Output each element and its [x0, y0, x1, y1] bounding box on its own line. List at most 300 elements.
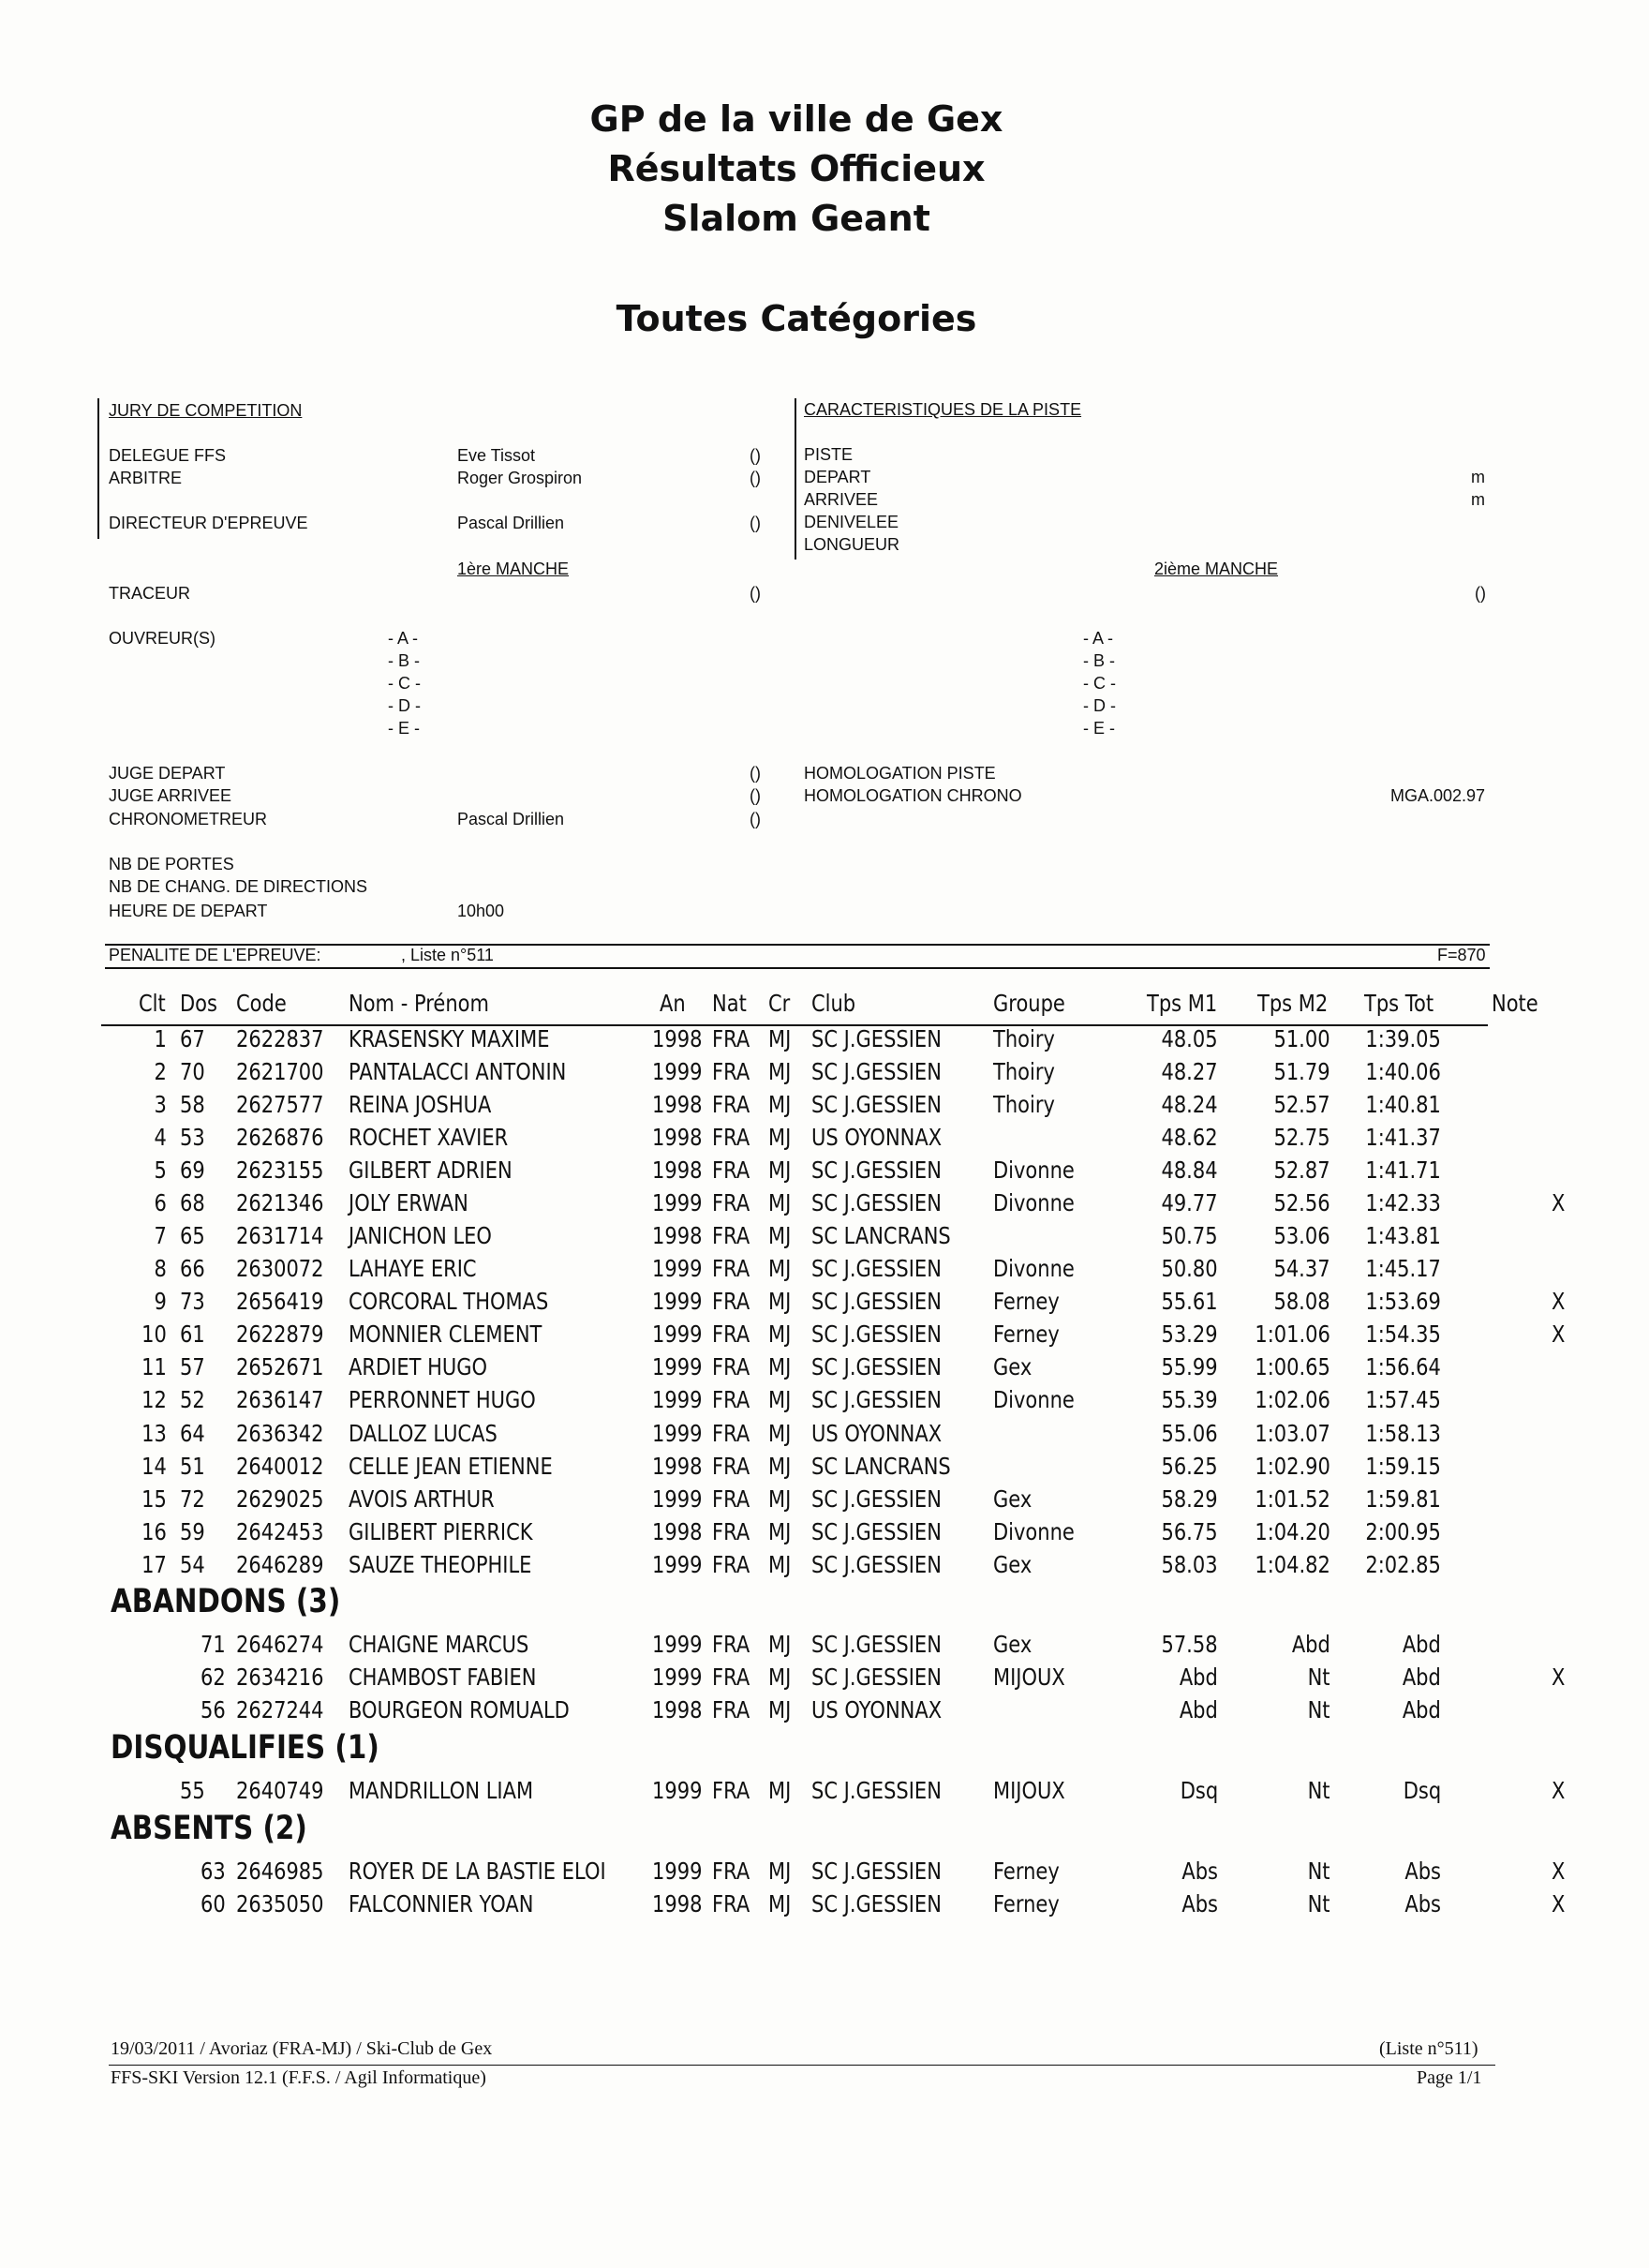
col-club: Club [811, 990, 856, 1017]
cell-cr: MJ [768, 1156, 792, 1184]
cell-club: SC J.GESSIEN [811, 1858, 942, 1885]
cell-an: 1999 [652, 1664, 703, 1691]
cell-m2: 1:02.90 [1255, 1453, 1330, 1480]
arbitre-label: ARBITRE [109, 469, 183, 487]
cell-clt: 9 [154, 1288, 167, 1315]
cell-nom: MONNIER CLEMENT [349, 1321, 542, 1348]
jury-divider [97, 398, 99, 539]
cell-m2: 54.37 [1273, 1255, 1330, 1282]
portes-label: NB DE PORTES [109, 855, 234, 873]
cell-m1: 48.27 [1161, 1058, 1218, 1085]
piste-divider [795, 398, 796, 560]
cell-nat: FRA [712, 1664, 750, 1691]
depart-unit: m [1471, 468, 1485, 486]
cell-tot: Dsq [1403, 1777, 1441, 1804]
cell-club: SC LANCRANS [811, 1222, 951, 1249]
col-nom: Nom - Prénom [349, 990, 489, 1017]
ouvreur-a-2: - A - [1083, 629, 1114, 648]
cell-m2: Abd [1291, 1631, 1330, 1658]
cell-nom: PANTALACCI ANTONIN [349, 1058, 567, 1085]
cell-tot: 1:41.37 [1365, 1124, 1441, 1151]
chrono-label: CHRONOMETREUR [109, 810, 267, 828]
cell-an: 1998 [652, 1124, 703, 1151]
cell-m2: 51.00 [1273, 1025, 1330, 1052]
delegue-paren: () [750, 446, 761, 465]
juge-arrivee-label: JUGE ARRIVEE [109, 786, 232, 805]
cell-clt: 11 [141, 1353, 167, 1380]
col-tps-m1: Tps M1 [1147, 990, 1218, 1017]
cell-clt: 17 [141, 1551, 167, 1578]
cell-cr: MJ [768, 1124, 792, 1151]
cell-note: X [1552, 1777, 1566, 1804]
cell-club: SC J.GESSIEN [811, 1156, 942, 1184]
cell-club: SC J.GESSIEN [811, 1551, 942, 1578]
cell-m2: Nt [1308, 1696, 1330, 1723]
cell-dos: 65 [180, 1222, 205, 1249]
cell-nat: FRA [712, 1288, 750, 1315]
cell-groupe: Gex [993, 1631, 1032, 1658]
cell-nat: FRA [712, 1222, 750, 1249]
delegue-label: DELEGUE FFS [109, 446, 227, 465]
penalite-liste: , Liste n°511 [401, 946, 494, 964]
cell-m1: 48.05 [1161, 1025, 1218, 1052]
cell-m1: Abs [1181, 1890, 1218, 1917]
cell-groupe: Thoiry [993, 1025, 1055, 1052]
homolog-chrono-value: MGA.002.97 [1390, 786, 1486, 805]
penalite-label: PENALITE DE L'EPREUVE: [109, 946, 321, 964]
cell-cr: MJ [768, 1091, 792, 1118]
cell-m2: 1:00.65 [1255, 1353, 1330, 1380]
cell-code: 2627244 [236, 1696, 324, 1723]
cell-code: 2636342 [236, 1420, 324, 1447]
cell-an: 1999 [652, 1255, 703, 1282]
cell-clt: 12 [141, 1386, 167, 1413]
cell-code: 2630072 [236, 1255, 324, 1282]
cell-tot: 1:59.15 [1365, 1453, 1441, 1480]
cell-cr: MJ [768, 1777, 792, 1804]
cell-nat: FRA [712, 1696, 750, 1723]
cell-tot: 1:45.17 [1365, 1255, 1441, 1282]
cell-code: 2627577 [236, 1091, 324, 1118]
cell-groupe: Divonne [993, 1386, 1075, 1413]
cell-tot: 1:40.06 [1365, 1058, 1441, 1085]
ouvreur-e-1: - E - [388, 719, 420, 738]
cell-cr: MJ [768, 1420, 792, 1447]
cell-club: SC J.GESSIEN [811, 1321, 942, 1348]
cell-m2: 1:01.52 [1255, 1485, 1330, 1513]
traceur-paren-1: () [750, 584, 761, 603]
cell-an: 1998 [652, 1696, 703, 1723]
cell-groupe: MIJOUX [993, 1777, 1065, 1804]
cell-club: SC J.GESSIEN [811, 1058, 942, 1085]
cell-nom: ROYER DE LA BASTIE ELOI [349, 1858, 606, 1885]
cell-nom: BOURGEON ROMUALD [349, 1696, 570, 1723]
cell-m2: 1:04.20 [1255, 1518, 1330, 1545]
cell-an: 1999 [652, 1485, 703, 1513]
cell-m1: 55.06 [1161, 1420, 1218, 1447]
col-nat: Nat [712, 990, 747, 1017]
cell-dos: 58 [180, 1091, 205, 1118]
cell-groupe: Ferney [993, 1890, 1060, 1917]
manche1-heading: 1ère MANCHE [457, 560, 570, 578]
cell-nom: SAUZE THEOPHILE [349, 1551, 532, 1578]
cell-club: SC J.GESSIEN [811, 1386, 942, 1413]
cell-an: 1999 [652, 1858, 703, 1885]
cell-nat: FRA [712, 1091, 750, 1118]
cell-nom: GILBERT ADRIEN [349, 1156, 513, 1184]
heure-label: HEURE DE DEPART [109, 902, 268, 920]
juge-arrivee-paren: () [750, 786, 761, 805]
cell-an: 1998 [652, 1453, 703, 1480]
cell-m2: 51.79 [1273, 1058, 1330, 1085]
cell-nom: AVOIS ARTHUR [349, 1485, 495, 1513]
cell-code: 2640012 [236, 1453, 324, 1480]
cell-tot: 1:57.45 [1365, 1386, 1441, 1413]
cell-clt: 10 [141, 1321, 167, 1348]
cell-club: US OYONNAX [811, 1124, 943, 1151]
footer-line2-right: Page 1/1 [1417, 2067, 1482, 2088]
cell-cr: MJ [768, 1551, 792, 1578]
cell-tot: 1:58.13 [1365, 1420, 1441, 1447]
cell-groupe: Gex [993, 1485, 1032, 1513]
cell-club: SC J.GESSIEN [811, 1777, 942, 1804]
col-tps-m2: Tps M2 [1257, 990, 1329, 1017]
cell-m2: 53.06 [1273, 1222, 1330, 1249]
ouvreur-a-1: - A - [388, 629, 419, 648]
cell-cr: MJ [768, 1189, 792, 1216]
cell-note: X [1552, 1858, 1566, 1885]
cell-tot: 1:54.35 [1365, 1321, 1441, 1348]
cell-m2: 1:03.07 [1255, 1420, 1330, 1447]
cell-club: SC J.GESSIEN [811, 1255, 942, 1282]
cell-dos: 62 [201, 1664, 226, 1691]
cell-groupe: Gex [993, 1551, 1032, 1578]
cell-clt: 1 [154, 1025, 167, 1052]
footer-line2-left: FFS-SKI Version 12.1 (F.F.S. / Agil Informatique) [111, 2067, 486, 2088]
cell-m1: Abd [1179, 1664, 1218, 1691]
cell-nom: FALCONNIER YOAN [349, 1890, 534, 1917]
cell-nom: DALLOZ LUCAS [349, 1420, 498, 1447]
cell-an: 1998 [652, 1890, 703, 1917]
ouvreur-d-2: - D - [1083, 696, 1116, 715]
cell-nat: FRA [712, 1485, 750, 1513]
cell-cr: MJ [768, 1453, 792, 1480]
cell-tot: 1:41.71 [1365, 1156, 1441, 1184]
cell-m2: Nt [1308, 1858, 1330, 1885]
cell-clt: 2 [154, 1058, 167, 1085]
cell-club: US OYONNAX [811, 1420, 943, 1447]
cell-m2: Nt [1308, 1890, 1330, 1917]
cell-nat: FRA [712, 1890, 750, 1917]
cell-nat: FRA [712, 1386, 750, 1413]
juge-depart-paren: () [750, 764, 761, 783]
cell-code: 2652671 [236, 1353, 324, 1380]
section-heading: DISQUALIFIES (1) [111, 1729, 379, 1767]
cell-tot: 1:42.33 [1365, 1189, 1441, 1216]
cell-nat: FRA [712, 1255, 750, 1282]
cell-nom: CHAIGNE MARCUS [349, 1631, 529, 1658]
cell-an: 1999 [652, 1420, 703, 1447]
ouvreur-b-1: - B - [388, 651, 420, 670]
cell-groupe: Divonne [993, 1255, 1075, 1282]
cell-code: 2646274 [236, 1631, 324, 1658]
cell-code: 2642453 [236, 1518, 324, 1545]
cell-tot: Abd [1402, 1696, 1441, 1723]
cell-an: 1999 [652, 1386, 703, 1413]
cell-clt: 3 [154, 1091, 167, 1118]
cell-groupe: Gex [993, 1353, 1032, 1380]
cell-code: 2635050 [236, 1890, 324, 1917]
longueur-label: LONGUEUR [804, 535, 900, 554]
cell-nat: FRA [712, 1353, 750, 1380]
ouvreur-c-1: - C - [388, 674, 421, 693]
cell-m1: 53.29 [1161, 1321, 1218, 1348]
cell-m2: 1:02.06 [1255, 1386, 1330, 1413]
directeur-label: DIRECTEUR D'EPREUVE [109, 514, 308, 532]
cell-dos: 53 [180, 1124, 205, 1151]
cell-dos: 68 [180, 1189, 205, 1216]
col-clt: Clt [139, 990, 166, 1017]
cell-club: SC J.GESSIEN [811, 1091, 942, 1118]
cell-nat: FRA [712, 1551, 750, 1578]
footer-line1-right: (Liste n°511) [1379, 2038, 1478, 2059]
cell-dos: 71 [201, 1631, 226, 1658]
col-tps-tot: Tps Tot [1364, 990, 1434, 1017]
cell-code: 2621346 [236, 1189, 324, 1216]
cell-code: 2623155 [236, 1156, 324, 1184]
footer-line1-left: 19/03/2011 / Avoriaz (FRA-MJ) / Ski-Club de Gex [111, 2038, 493, 2059]
cell-m1: 55.99 [1161, 1353, 1218, 1380]
cell-code: 2622879 [236, 1321, 324, 1348]
cell-tot: 1:53.69 [1365, 1288, 1441, 1315]
cell-dos: 54 [180, 1551, 205, 1578]
cell-nat: FRA [712, 1453, 750, 1480]
doc-category: Toutes Catégories [616, 298, 977, 339]
arrivee-unit: m [1471, 490, 1485, 509]
cell-cr: MJ [768, 1518, 792, 1545]
cell-tot: Abs [1404, 1858, 1441, 1885]
arbitre-name: Roger Grospiron [457, 469, 583, 487]
cell-tot: 1:40.81 [1365, 1091, 1441, 1118]
cell-clt: 13 [141, 1420, 167, 1447]
cell-tot: 1:43.81 [1365, 1222, 1441, 1249]
cell-dos: 64 [180, 1420, 205, 1447]
cell-nom: LAHAYE ERIC [349, 1255, 477, 1282]
cell-m2: Nt [1308, 1664, 1330, 1691]
cell-m1: 58.29 [1161, 1485, 1218, 1513]
cell-m2: 52.56 [1273, 1189, 1330, 1216]
cell-m1: Abd [1179, 1696, 1218, 1723]
cell-code: 2634216 [236, 1664, 324, 1691]
cell-note: X [1552, 1664, 1566, 1691]
cell-clt: 8 [154, 1255, 167, 1282]
ouvreur-c-2: - C - [1083, 674, 1116, 693]
cell-cr: MJ [768, 1664, 792, 1691]
cell-dos: 55 [180, 1777, 205, 1804]
cell-m1: 49.77 [1161, 1189, 1218, 1216]
cell-groupe: Thoiry [993, 1091, 1055, 1118]
arbitre-paren: () [750, 469, 761, 487]
piste-heading: CARACTERISTIQUES DE LA PISTE [804, 400, 1082, 419]
cell-m2: 52.75 [1273, 1124, 1330, 1151]
homolog-piste-label: HOMOLOGATION PISTE [804, 764, 996, 783]
ouvreur-b-2: - B - [1083, 651, 1115, 670]
cell-an: 1999 [652, 1551, 703, 1578]
cell-dos: 69 [180, 1156, 205, 1184]
juge-depart-label: JUGE DEPART [109, 764, 226, 783]
cell-nom: JOLY ERWAN [349, 1189, 468, 1216]
cell-groupe: Divonne [993, 1518, 1075, 1545]
cell-note: X [1552, 1890, 1566, 1917]
cell-club: SC J.GESSIEN [811, 1485, 942, 1513]
cell-cr: MJ [768, 1255, 792, 1282]
denivelee-label: DENIVELEE [804, 513, 899, 531]
cell-m1: 55.39 [1161, 1386, 1218, 1413]
cell-nom: JANICHON LEO [349, 1222, 492, 1249]
cell-clt: 15 [141, 1485, 167, 1513]
cell-cr: MJ [768, 1386, 792, 1413]
cell-dos: 57 [180, 1353, 205, 1380]
cell-nom: CELLE JEAN ETIENNE [349, 1453, 553, 1480]
cell-club: SC J.GESSIEN [811, 1631, 942, 1658]
cell-code: 2629025 [236, 1485, 324, 1513]
doc-title-line1: GP de la ville de Gex [589, 98, 1003, 140]
cell-m2: 1:01.06 [1255, 1321, 1330, 1348]
cell-groupe: Ferney [993, 1321, 1060, 1348]
cell-nat: FRA [712, 1124, 750, 1151]
cell-tot: 1:59.81 [1365, 1485, 1441, 1513]
cell-nom: PERRONNET HUGO [349, 1386, 536, 1413]
cell-club: SC J.GESSIEN [811, 1518, 942, 1545]
heure-value: 10h00 [457, 902, 505, 920]
col-an: An [660, 990, 686, 1017]
arrivee-label: ARRIVEE [804, 490, 879, 509]
cell-nom: CHAMBOST FABIEN [349, 1664, 537, 1691]
cell-m1: 48.24 [1161, 1091, 1218, 1118]
cell-an: 1998 [652, 1156, 703, 1184]
cell-code: 2646289 [236, 1551, 324, 1578]
cell-m2: 52.57 [1273, 1091, 1330, 1118]
cell-club: SC J.GESSIEN [811, 1664, 942, 1691]
penalite-f-value: F=870 [1437, 946, 1486, 964]
cell-club: SC J.GESSIEN [811, 1890, 942, 1917]
cell-cr: MJ [768, 1058, 792, 1085]
cell-dos: 66 [180, 1255, 205, 1282]
cell-tot: Abd [1402, 1631, 1441, 1658]
cell-club: SC J.GESSIEN [811, 1288, 942, 1315]
traceur-paren-2: () [1475, 584, 1486, 603]
cell-nat: FRA [712, 1025, 750, 1052]
cell-m1: Abs [1181, 1858, 1218, 1885]
doc-title-line2: Résultats Officieux [607, 148, 986, 189]
directeur-paren: () [750, 514, 761, 532]
cell-code: 2640749 [236, 1777, 324, 1804]
cell-code: 2646985 [236, 1858, 324, 1885]
directeur-name: Pascal Drillien [457, 514, 565, 532]
cell-dos: 52 [180, 1386, 205, 1413]
ouvreur-e-2: - E - [1083, 719, 1115, 738]
cell-club: SC LANCRANS [811, 1453, 951, 1480]
cell-nat: FRA [712, 1321, 750, 1348]
cell-m1: 56.25 [1161, 1453, 1218, 1480]
cell-code: 2656419 [236, 1288, 324, 1315]
cell-club: SC J.GESSIEN [811, 1189, 942, 1216]
chrono-paren: () [750, 810, 761, 828]
cell-nom: CORCORAL THOMAS [349, 1288, 549, 1315]
depart-label: DEPART [804, 468, 871, 486]
cell-dos: 67 [180, 1025, 205, 1052]
cell-nom: REINA JOSHUA [349, 1091, 492, 1118]
cell-nom: MANDRILLON LIAM [349, 1777, 534, 1804]
cell-clt: 4 [154, 1124, 167, 1151]
cell-code: 2636147 [236, 1386, 324, 1413]
cell-note: X [1552, 1321, 1566, 1348]
cell-cr: MJ [768, 1025, 792, 1052]
chrono-name: Pascal Drillien [457, 810, 565, 828]
cell-m1: 56.75 [1161, 1518, 1218, 1545]
cell-cr: MJ [768, 1858, 792, 1885]
doc-title-line3: Slalom Geant [662, 198, 930, 239]
cell-groupe: Thoiry [993, 1058, 1055, 1085]
cell-m2: 52.87 [1273, 1156, 1330, 1184]
cell-cr: MJ [768, 1222, 792, 1249]
col-groupe: Groupe [993, 990, 1065, 1017]
cell-nom: GILIBERT PIERRICK [349, 1518, 533, 1545]
cell-cr: MJ [768, 1890, 792, 1917]
cell-m2: Nt [1308, 1777, 1330, 1804]
cell-club: SC J.GESSIEN [811, 1353, 942, 1380]
changements-label: NB DE CHANG. DE DIRECTIONS [109, 877, 368, 896]
cell-nat: FRA [712, 1777, 750, 1804]
cell-code: 2622837 [236, 1025, 324, 1052]
cell-nom: ARDIET HUGO [349, 1353, 488, 1380]
col-cr: Cr [768, 990, 791, 1017]
cell-code: 2626876 [236, 1124, 324, 1151]
cell-tot: Abd [1402, 1664, 1441, 1691]
cell-tot: 1:56.64 [1365, 1353, 1441, 1380]
cell-an: 1999 [652, 1631, 703, 1658]
cell-nat: FRA [712, 1518, 750, 1545]
cell-an: 1999 [652, 1288, 703, 1315]
cell-dos: 60 [201, 1890, 226, 1917]
cell-an: 1999 [652, 1321, 703, 1348]
cell-an: 1999 [652, 1777, 703, 1804]
piste-label: PISTE [804, 445, 854, 464]
cell-cr: MJ [768, 1696, 792, 1723]
cell-dos: 72 [180, 1485, 205, 1513]
cell-nat: FRA [712, 1858, 750, 1885]
col-note: Note [1492, 990, 1538, 1017]
cell-an: 1999 [652, 1353, 703, 1380]
col-dos: Dos [180, 990, 217, 1017]
cell-clt: 14 [141, 1453, 167, 1480]
cell-an: 1999 [652, 1058, 703, 1085]
cell-groupe: MIJOUX [993, 1664, 1065, 1691]
jury-heading: JURY DE COMPETITION [109, 401, 303, 420]
cell-an: 1998 [652, 1091, 703, 1118]
cell-dos: 51 [180, 1453, 205, 1480]
cell-m2: 1:04.82 [1255, 1551, 1330, 1578]
cell-cr: MJ [768, 1288, 792, 1315]
cell-cr: MJ [768, 1631, 792, 1658]
cell-note: X [1552, 1288, 1566, 1315]
cell-m1: 55.61 [1161, 1288, 1218, 1315]
cell-dos: 61 [180, 1321, 205, 1348]
cell-tot: Abs [1404, 1890, 1441, 1917]
traceur-label: TRACEUR [109, 584, 191, 603]
cell-nom: KRASENSKY MAXIME [349, 1025, 550, 1052]
homolog-chrono-label: HOMOLOGATION CHRONO [804, 786, 1022, 805]
